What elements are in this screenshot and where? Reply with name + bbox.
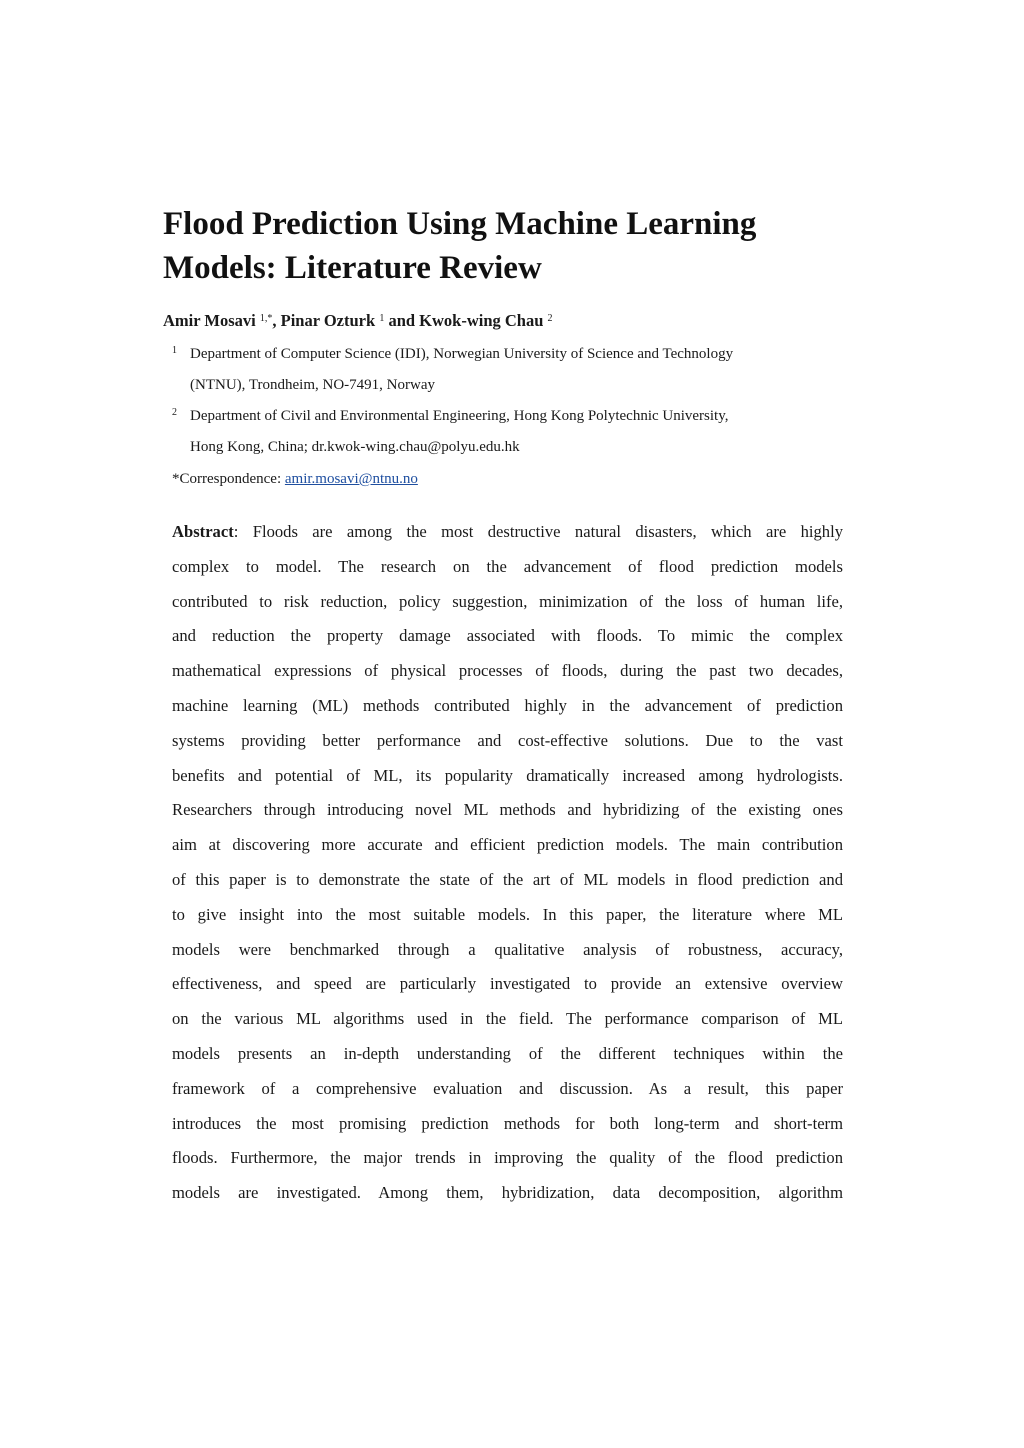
- abstract-line: contributed to risk reduction, policy suggestion, minimization of the loss of human life,: [172, 591, 843, 611]
- author-list: [163, 310, 553, 332]
- author-2-affiliation-mark: 1: [379, 313, 385, 324]
- author-1-name: Amir Mosavi: [163, 311, 256, 330]
- abstract-line: and reduction the property damage associated with floods. To mimic the complex: [172, 626, 843, 646]
- paper-title: [163, 202, 863, 290]
- abstract-line: of this paper is to demonstrate the state of the art of ML models in flood prediction and: [172, 869, 843, 889]
- abstract-line: models are investigated. Among them, hybridization, data decomposition, algorithm: [172, 1183, 843, 1203]
- title-line-1: Flood Prediction Using Machine Learning: [163, 206, 757, 242]
- abstract-line: to give insight into the most suitable models. In this paper, the literature where ML: [172, 904, 843, 924]
- abstract-line: models were benchmarked through a qualitative analysis of robustness, accuracy,: [172, 939, 843, 959]
- affiliation-1-line-2: (NTNU), Trondheim, NO-7491, Norway: [190, 377, 435, 393]
- abstract-line: aim at discovering more accurate and efficient prediction models. The main contribution: [172, 835, 843, 855]
- title-line-2: Models: Literature Review: [163, 250, 542, 286]
- author-3-affiliation-mark: 2: [547, 313, 553, 324]
- abstract-line-text: : Floods are among the most destructive natural disasters, which are highly: [233, 522, 843, 541]
- abstract-line: [172, 515, 843, 550]
- affiliation-1-number: 1: [172, 345, 177, 356]
- correspondence: [172, 467, 418, 491]
- affiliation-2-line-1: Department of Civil and Environmental Engineering, Hong Kong Polytechnic University,: [190, 408, 729, 424]
- abstract-line: framework of a comprehensive evaluation and discussion. As a result, this paper: [172, 1078, 843, 1098]
- author-1-affiliation-mark: 1,*: [259, 313, 273, 324]
- abstract-line: effectiveness, and speed are particularly investigated to provide an extensive overview: [172, 974, 843, 994]
- abstract-line: Researchers through introducing novel ML methods and hybridizing of the existing ones: [172, 800, 843, 820]
- abstract-line: on the various ML algorithms used in the field. The performance comparison of ML: [172, 1009, 843, 1029]
- affiliation-1-line-1: Department of Computer Science (IDI), Norwegian University of Science and Technology: [190, 346, 734, 362]
- abstract-line: mathematical expressions of physical processes of floods, during the past two decades,: [172, 661, 843, 681]
- abstract-line: floods. Furthermore, the major trends in improving the quality of the flood prediction: [172, 1148, 843, 1168]
- abstract-line: complex to model. The research on the advancement of flood prediction models: [172, 556, 843, 576]
- abstract-line: introduces the most promising prediction methods for both long-term and short-term: [172, 1113, 843, 1133]
- abstract-line: systems providing better performance and cost-effective solutions. Due to the vast: [172, 730, 843, 750]
- abstract-line: machine learning (ML) methods contributed highly in the advancement of prediction: [172, 695, 843, 715]
- abstract: [172, 515, 843, 1211]
- correspondence-email-link[interactable]: amir.mosavi@ntnu.no: [284, 471, 418, 487]
- affiliation-2-line-2: Hong Kong, China; dr.kwok-wing.chau@polyu.edu.hk: [190, 439, 520, 455]
- author-3-name: and Kwok-wing Chau: [384, 311, 544, 330]
- abstract-label: Abstract: [172, 522, 234, 541]
- abstract-line: models presents an in-depth understanding of the different techniques within the: [172, 1043, 843, 1063]
- affiliation-2: [172, 401, 852, 463]
- abstract-line: benefits and potential of ML, its popularity dramatically increased among hydrologists.: [172, 765, 843, 785]
- affiliation-2-number: 2: [172, 407, 177, 418]
- author-2-name: , Pinar Ozturk: [272, 311, 376, 330]
- affiliation-1: [172, 339, 852, 401]
- correspondence-label: *Correspondence:: [172, 471, 285, 487]
